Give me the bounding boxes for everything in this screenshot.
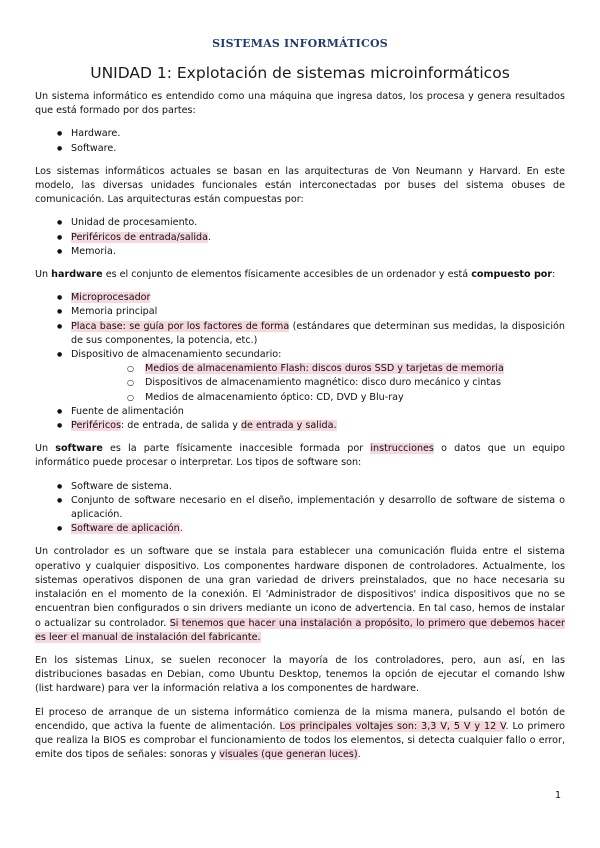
list-item: ● Placa base: se guía por los factores de forma (estándares que determinan sus medidas, la disposición de sus componentes, la potencia, etc.) <box>35 320 565 348</box>
page-number: 1 <box>555 790 562 801</box>
list-item: ● Hardware. <box>35 127 565 141</box>
document-body <box>35 90 565 771</box>
intro-paragraph: Un sistema informático es entendido como una máquina que ingresa datos, los procesa y genera resultados que está formado por dos partes: <box>35 91 565 117</box>
list-item: ● Dispositivo de almacenamiento secundario: ○ Medios de almacenamiento Flash: discos duros SSD y tarjetas de memoria ○ Dispositivos de almacenamiento magnético: disco duro mecánico y cintas ○ Medios de almacenamiento óptico: CD, DVD y Blu-ray <box>35 348 565 405</box>
list-item: ● Software. <box>35 142 565 156</box>
boot-paragraph: El proceso de arranque de un sistema informático comienza de la misma manera, pulsando el botón de encendido, que activa la fuente de alimentación. Los principales voltajes son: 3,3 V, 5 V y 12 V. Lo primero que realiza la BIOS es comprobar el funcionamiento de todos los elementos, si detecta cualquier fallo o error, emite dos tipos de señales: sonoras y visuales (que generan luces). <box>35 706 565 761</box>
page-title: UNIDAD 1: Explotación de sistemas microinformáticos <box>90 64 510 82</box>
list-item: ● Unidad de procesamiento. <box>35 216 565 230</box>
list-item: ● Memoria principal <box>35 305 565 319</box>
list-item: ● Memoria. <box>35 245 565 259</box>
list-item: ● Microprocesador <box>35 291 565 305</box>
list-item: ● Periféricos: de entrada, de salida y de entrada y salida. <box>35 419 565 433</box>
sublist-item: ○ Medios de almacenamiento Flash: discos duros SSD y tarjetas de memoria <box>71 362 565 376</box>
storage-sublist <box>71 362 565 405</box>
architecture-list <box>35 216 565 259</box>
list-item: ● Periféricos de entrada/salida. <box>35 231 565 245</box>
software-list <box>35 480 565 537</box>
list-item: ● Fuente de alimentación <box>35 405 565 419</box>
highlight: Periféricos de entrada/salida <box>71 231 209 243</box>
architecture-paragraph: Los sistemas informáticos actuales se basan en las arquitecturas de Von Neumann y Harvard. En este modelo, las diversas unidades funcionales están interconectadas por buses del sistema obuses de comunicación. Las arquitecturas están compuestas por: <box>35 165 565 206</box>
sublist-item: ○ Medios de almacenamiento óptico: CD, DVD y Blu-ray <box>71 391 565 405</box>
document-header: SISTEMAS INFORMÁTICOS <box>212 37 388 50</box>
linux-paragraph: En los sistemas Linux, se suelen reconocer la mayoría de los controladores, pero, aun así, en las distribuciones basadas en Debian, como Ubuntu Desktop, tenemos la opción de ejecutar el comando lshw (list hardware) para ver la información relativa a los componentes de hardware. <box>35 654 565 695</box>
software-paragraph: Un software es la parte físicamente inaccesible formada por instrucciones o datos que un equipo informático puede procesar o interpretar. Los tipos de software son: <box>35 443 565 469</box>
parts-list <box>35 127 565 155</box>
hardware-paragraph: Un hardware es el conjunto de elementos físicamente accesibles de un ordenador y está compuesto por: <box>35 269 556 281</box>
sublist-item: ○ Dispositivos de almacenamiento magnético: disco duro mecánico y cintas <box>71 376 565 390</box>
controller-paragraph: Un controlador es un software que se instala para establecer una comunicación fluida entre el sistema operativo y cualquier dispositivo. Los componentes hardware disponen de controladores. Actualmente, los sistemas operativos disponen de una gran variedad de drivers preinstalados, que no hace necesaria su instalación en el momento de la conexión. El 'Administrador de dispositivos' indica dispositivos que no se encuentran bien configurados o sin drivers mediante un icono de advertencia. En tal caso, hemos de instalar o actualizar su controlador. Si tenemos que hacer una instalación a propósito, lo primero que debemos hacer es leer el manual de instalación del fabricante. <box>35 546 565 643</box>
list-item: ● Software de aplicación. <box>35 522 565 536</box>
hardware-list <box>35 291 565 433</box>
list-item: ● Conjunto de software necesario en el diseño, implementación y desarrollo de software de sistema o aplicación. <box>35 494 565 522</box>
list-item: ● Software de sistema. <box>35 480 565 494</box>
